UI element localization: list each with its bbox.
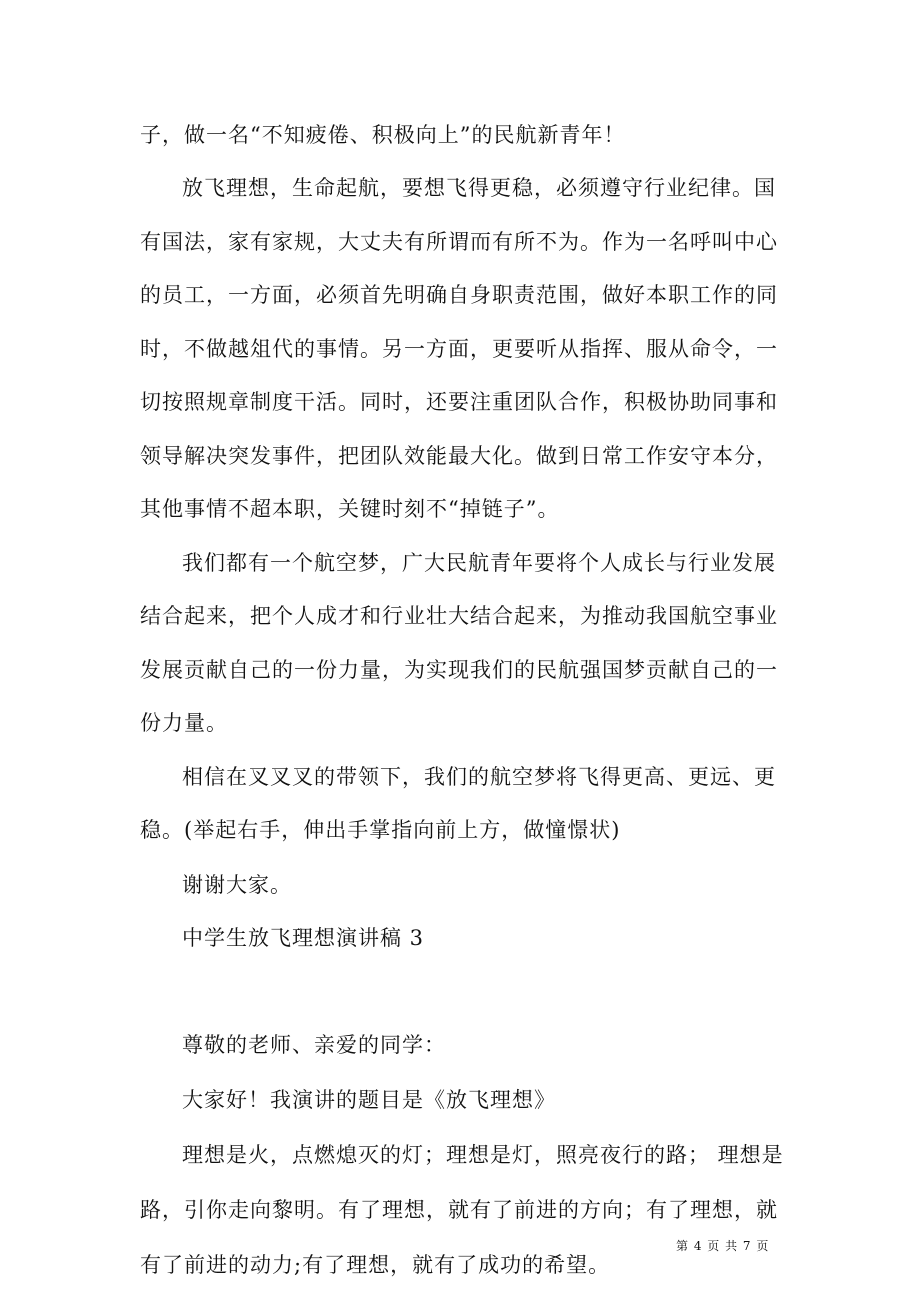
- text-line: 路，引你走向黎明。有了理想，就有了前进的方向；有了理想，就: [140, 1198, 778, 1222]
- closing-line: 谢谢大家。: [182, 873, 292, 897]
- section-title: 中学生放飞理想演讲稿 3: [182, 926, 425, 950]
- page-number-footer: 第 4 页 共 7 页: [676, 1239, 770, 1253]
- paragraph-start-line: 我们都有一个航空梦，广大民航青年要将个人成长与行业发展: [182, 551, 776, 575]
- text-line: 其他事情不超本职，关键时刻不“掉链子”。: [140, 497, 560, 521]
- text-line: 发展贡献自己的一份力量，为实现我们的民航强国梦贡献自己的一: [140, 658, 778, 682]
- text-line: 有了前进的动力;有了理想，就有了成功的希望。: [140, 1253, 611, 1277]
- text-line: 时，不做越俎代的事情。另一方面，更要听从指挥、服从命令，一: [140, 337, 778, 361]
- text-line: 结合起来，把个人成才和行业壮大结合起来，为推动我国航空事业: [140, 604, 778, 628]
- text-line: 稳。(举起右手，伸出手掌指向前上方，做憧憬状): [140, 818, 621, 842]
- salutation-line: 尊敬的老师、亲爱的同学：: [182, 1033, 446, 1057]
- paragraph-start-line: 放飞理想，生命起航，要想飞得更稳，必须遵守行业纪律。国: [182, 176, 776, 200]
- text-line: 领导解决突发事件，把团队效能最大化。做到日常工作安守本分，: [140, 444, 778, 468]
- paragraph-start-line: 相信在叉叉叉的带领下，我们的航空梦将飞得更高、更远、更: [182, 765, 776, 789]
- greeting-line: 大家好！我演讲的题目是《放飞理想》: [182, 1088, 556, 1112]
- text-line: 的员工，一方面，必须首先明确自身职责范围，做好本职工作的同: [140, 283, 778, 307]
- paragraph-start-line: 理想是火，点燃熄灭的灯；理想是灯，照亮夜行的路； 理想是: [182, 1143, 784, 1167]
- text-line: 有国法，家有家规，大丈夫有所谓而有所不为。作为一名呼叫中心: [140, 230, 778, 254]
- text-line: 切按照规章制度干活。同时，还要注重团队合作，积极协助同事和: [140, 390, 778, 414]
- text-line: 份力量。: [140, 711, 228, 735]
- text-line: 子，做一名“不知疲倦、积极向上”的民航新青年！: [140, 123, 626, 147]
